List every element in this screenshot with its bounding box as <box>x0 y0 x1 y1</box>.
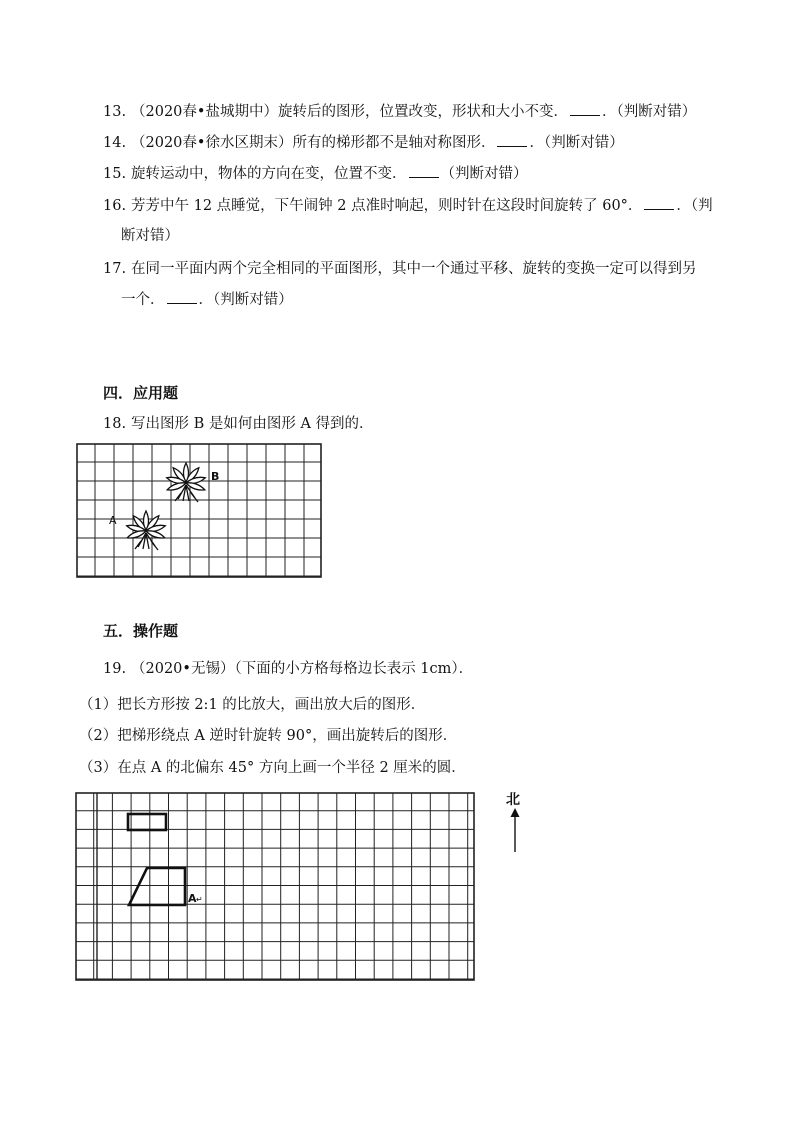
question-text: 在同一平面内两个完全相同的平面图形，其中一个通过平移、旋转的变换一定可以得到另 <box>131 261 697 277</box>
question-16-continued: 断对错） <box>121 228 179 244</box>
rectangle-shape <box>128 814 166 830</box>
question-number: 16. <box>103 198 127 214</box>
question-number: 18. <box>103 416 127 432</box>
north-arrow-icon <box>507 808 523 854</box>
question-number: 13. <box>103 104 127 120</box>
question-text: 一个． <box>121 292 165 308</box>
question-17-continued <box>121 290 293 310</box>
question-number: 14. <box>103 135 127 151</box>
answer-blank[interactable] <box>497 134 527 147</box>
question-tail: （判断对错） <box>440 166 528 182</box>
answer-blank[interactable] <box>570 103 600 116</box>
answer-blank[interactable] <box>644 197 674 210</box>
question-text: 写出图形 B 是如何由图形 A 得到的． <box>131 416 374 432</box>
trapezoid-shape <box>129 868 185 905</box>
question-text: 芳芳中午 12 点睡觉，下午闹钟 2 点准时响起，则时针在这段时间旋转了 60°． <box>131 198 643 214</box>
question-17 <box>103 259 697 279</box>
question-19-part-3: （3）在点 A 的北偏东 45° 方向上画一个半径 2 厘米的圆． <box>79 760 466 776</box>
grid-lines <box>77 444 321 577</box>
figure-b-flower <box>166 463 206 502</box>
section-heading-5: 五．操作题 <box>103 622 179 640</box>
question-14 <box>103 133 624 153</box>
question-19 <box>103 659 473 679</box>
point-a-label: A <box>188 892 197 905</box>
question-19-part-1: （1）把长方形按 2:1 的比放大，画出放大后的图形． <box>79 697 426 713</box>
answer-blank[interactable] <box>409 165 439 178</box>
rotation-grid-figure <box>76 443 326 579</box>
question-tail: ．（判 <box>676 198 713 214</box>
grid-lines <box>76 793 474 980</box>
question-13 <box>103 102 696 122</box>
label-a: A <box>109 514 117 527</box>
question-tail: ．（判断对错） <box>198 292 293 308</box>
question-number: 19. <box>103 661 127 677</box>
north-label: 北 <box>506 792 520 808</box>
section-heading-4: 四．应用题 <box>103 384 179 402</box>
question-number: 17. <box>103 261 127 277</box>
question-19-part-2: （2）把梯形绕点 A 逆时针旋转 90°，画出旋转后的图形． <box>79 728 458 744</box>
operation-grid-figure <box>75 792 477 982</box>
arrow-mark: ↵ <box>196 895 203 904</box>
question-tail: ．（判断对错） <box>601 104 697 120</box>
grid-border <box>76 793 474 980</box>
question-18 <box>103 414 374 434</box>
figure-a-flower <box>126 511 166 550</box>
question-text: 旋转运动中，物体的方向在变，位置不变． <box>131 166 407 182</box>
question-text: （2020春•盐城期中）旋转后的图形，位置改变，形状和大小不变． <box>131 104 568 120</box>
question-15 <box>103 164 528 184</box>
label-b: B <box>211 470 220 483</box>
question-16 <box>103 196 713 216</box>
question-number: 15. <box>103 166 127 182</box>
question-tail: ．（判断对错） <box>529 135 624 151</box>
question-text: （2020•无锡）（下面的小方格每格边长表示 1cm）． <box>131 661 474 677</box>
question-text: （2020春•徐水区期末）所有的梯形都不是轴对称图形． <box>131 135 496 151</box>
answer-blank[interactable] <box>167 291 197 304</box>
